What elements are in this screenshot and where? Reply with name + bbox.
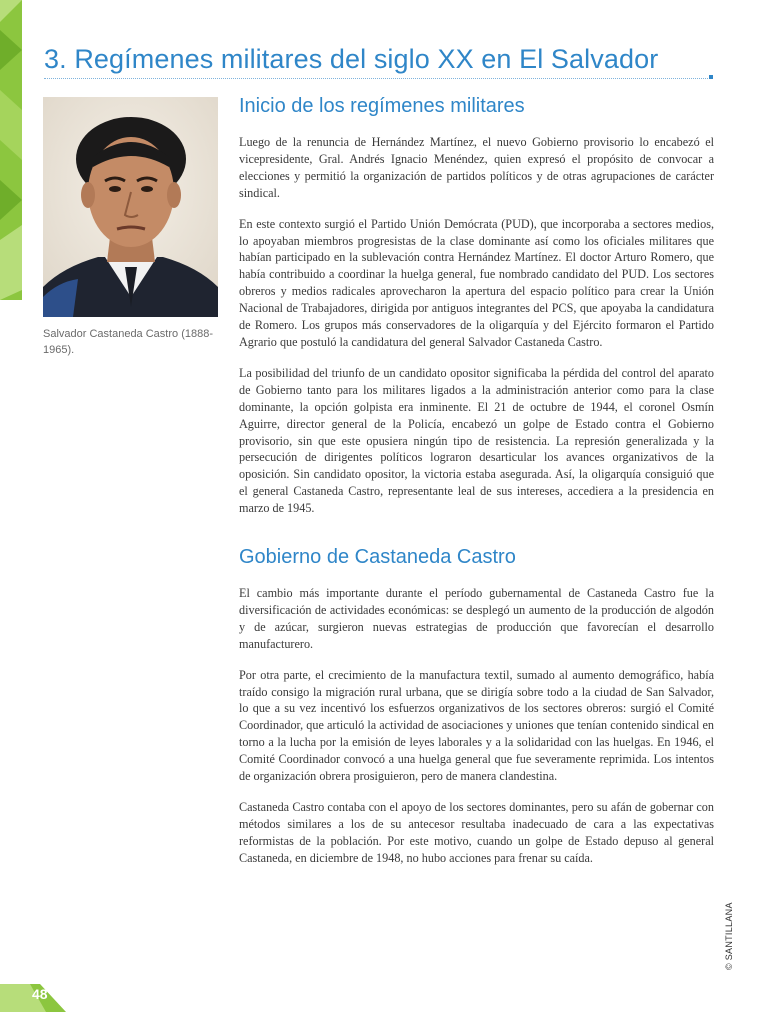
main-column bbox=[239, 92, 714, 867]
page-title: 3. Regímenes militares del siglo XX en El Salvador bbox=[44, 44, 659, 74]
decorative-green-shapes bbox=[0, 0, 32, 300]
paragraph: Castaneda Castro contaba con el apoyo de los sectores dominantes, pero su afán de gobernar con métodos similares a los de su antecesor resultaba inadecuado de cara a las expectativas reformistas de la población. Por este motivo, cuando un golpe de Estado depuso al general Castaneda, en diciembre de 1948, no hubo acciones para frenar su caída. bbox=[239, 800, 714, 865]
section-heading: Inicio de los regímenes militares bbox=[239, 95, 525, 117]
portrait-caption: Salvador Castaneda Castro (1888-1965). bbox=[43, 328, 213, 356]
paragraph: El cambio más importante durante el período gubernamental de Castaneda Castro fue la diversificación de actividades económicas: se desplegó un aumento de la producción de algodón y de azúcar, surgieron nuevas estrategias de producción que favorecían el desarrollo manufacturero. bbox=[239, 586, 714, 651]
paragraph: Luego de la renuncia de Hernández Martínez, el nuevo Gobierno provisorio lo encabezó el vicepresidente, Gral. Andrés Ignacio Menéndez, quien expresó el propósito de convocar a elecciones y permitió la organización de partidos políticos y de otras agrupaciones de carácter sindical. bbox=[239, 135, 714, 200]
page-number: 48 bbox=[32, 986, 48, 1002]
title-divider bbox=[44, 78, 712, 79]
copyright-notice: © SANTILLANA bbox=[724, 902, 734, 970]
portrait-image bbox=[43, 97, 218, 317]
title-divider-end bbox=[709, 75, 713, 79]
section-heading: Gobierno de Castaneda Castro bbox=[239, 546, 516, 569]
paragraph: En este contexto surgió el Partido Unión Demócrata (PUD), que incorporaba a sectores medios, lo apoyaban miembros progresistas de la clase dominante así como los oficiales militares que habían participado en la sublevación contra Hernández Martínez. El doctor Arturo Romero, que había contribuido a coordinar la huelga general, fue nombrado candidato del PUD. Los sectores obreros y medios radicales aprovecharon la apertura del espacio político para crear la Unión Nacional de Trabajadores, dirigida por antiguos integrantes del PCS, que apoyaba la candidatura de Romero. Los grupos más conservadores de la oligarquía y del Ejército formaron el Partido Agrario que postuló la candidatura del general Salvador Castaneda Castro. bbox=[239, 216, 714, 349]
paragraph: Por otra parte, el crecimiento de la manufactura textil, sumado al aumento demográfico, había traído consigo la migración rural urbana, que se dirigía sobre todo a la ciudad de San Salvador, lo que a su vez incentivó los esfuerzos organizativos de los sectores obreros: surgió el Comité Coordinador, que articuló la actividad de asociaciones y uniones que tenían contenido sindical en torno a la lucha por la emisión de leyes laborales y a la solidaridad con las huelgas. En 1946, el Comité Coordinador convocó a una huelga general que fue severamente reprimida. Los intentos de organización obrera prosiguieron, pero de manera clandestina. bbox=[239, 667, 714, 784]
paragraph: La posibilidad del triunfo de un candidato opositor significaba la pérdida del control del aparato de Gobierno tanto para los militares ligados a la administración anterior como para la clase dominante, la opción golpista era inminente. El 21 de octubre de 1944, el coronel Osmín Aguirre, director general de la Policía, encabezó un golpe de Estado contra el Gobierno provisorio, sin que este opusiera ningún tipo de resistencia. La represión generalizada y la persecución de dirigentes políticos lograron desarticular los avances organizativos de la oposición. Sin candidato opositor, la victoria estaba asegurada. Así, la oligarquía consiguió que el general Castaneda Castro, representante leal de sus intereses, accediera a la presidencia en marzo de 1945. bbox=[239, 365, 714, 516]
